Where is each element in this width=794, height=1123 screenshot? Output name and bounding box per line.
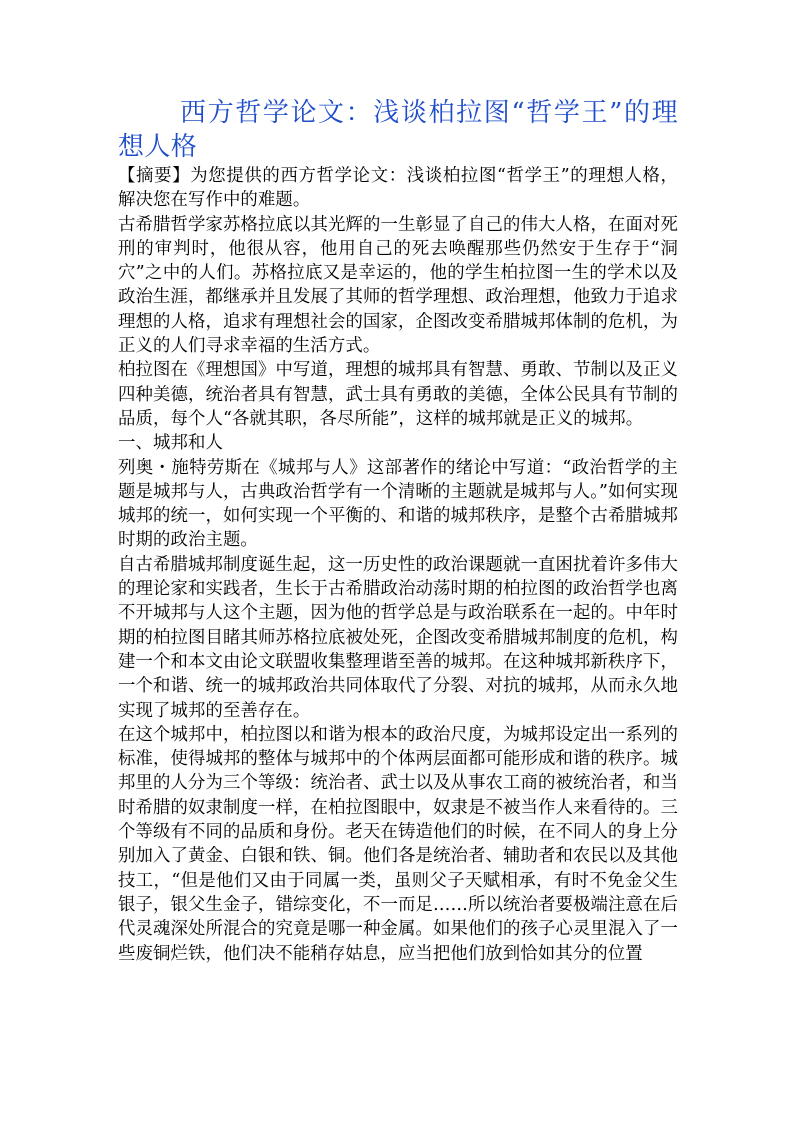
- section-heading: 一、城邦和人: [118, 433, 223, 454]
- document-page: [118, 96, 678, 966]
- abstract-paragraph: 【摘要】为您提供的西方哲学论文：浅谈柏拉图“哲学王”的理想人格，解决您在写作中的难题。: [118, 166, 678, 211]
- body-paragraph: 列奥・施特劳斯在《城邦与人》这部著作的绪论中写道：“政治哲学的主题是城邦与人，古典政治哲学有一个清晰的主题就是城邦与人。”如何实现城邦的统一，如何实现一个平衡的、和谐的城邦秩序，是整个古希腊城邦时期的政治主题。: [118, 457, 678, 551]
- body-paragraph: 古希腊哲学家苏格拉底以其光辉的一生彰显了自己的伟大人格，在面对死刑的审判时，他很从容，他用自己的死去唤醒那些仍然安于生存于“洞穴”之中的人们。苏格拉底又是幸运的，他的学生柏拉图一生的学术以及政治生涯，都继承并且发展了其师的哲学理想、政治理想，他致力于追求理想的人格，追求有理想社会的国家，企图改变希腊城邦体制的危机，为正义的人们寻求幸福的生活方式。: [118, 214, 678, 357]
- body-paragraph: 自古希腊城邦制度诞生起，这一历史性的政治课题就一直困扰着许多伟大的理论家和实践者，生长于古希腊政治动荡时期的柏拉图的政治哲学也离不开城邦与人这个主题，因为他的哲学总是与政治联系在一起的。中年时期的柏拉图目睹其师苏格拉底被处死，企图改变希腊城邦制度的危机，构建一个和本文由论文联盟收集整理谐至善的城邦。在这种城邦新秩序下，一个和谐、统一的城邦政治共同体取代了分裂、对抗的城邦，从而永久地实现了城邦的至善存在。: [118, 554, 678, 721]
- document-body: [118, 164, 678, 966]
- body-paragraph: 柏拉图在《理想国》中写道，理想的城邦具有智慧、勇敢、节制以及正义四种美德，统治者具有智慧，武士具有勇敢的美德，全体公民具有节制的品质，每个人“各就其职，各尽所能”，这样的城邦就是正义的城邦。: [118, 360, 678, 429]
- document-title: 西方哲学论文：浅谈柏拉图“哲学王”的理想人格: [118, 98, 678, 162]
- body-paragraph: 在这个城邦中，柏拉图以和谐为根本的政治尺度，为城邦设定出一系列的标准，使得城邦的整体与城邦中的个体两层面都可能形成和谐的秩序。城邦里的人分为三个等级：统治者、武士以及从事农工商的被统治者，和当时希腊的奴隶制度一样，在柏拉图眼中，奴隶是不被当作人来看待的。三个等级有不同的品质和身份。老天在铸造他们的时候，在不同人的身上分别加入了黄金、白银和铁、铜。他们各是统治者、辅助者和农民以及其他技工，“但是他们又由于同属一类，虽则父子天赋相承，有时不免金父生银子，银父生金子，错综变化，不一而足……所以统治者要极端注意在后代灵魂深处所混合的究竟是哪一种金属。如果他们的孩子心灵里混入了一些废铜烂铁，他们决不能稍存姑息，应当把他们放到恰如其分的位置: [118, 724, 678, 964]
